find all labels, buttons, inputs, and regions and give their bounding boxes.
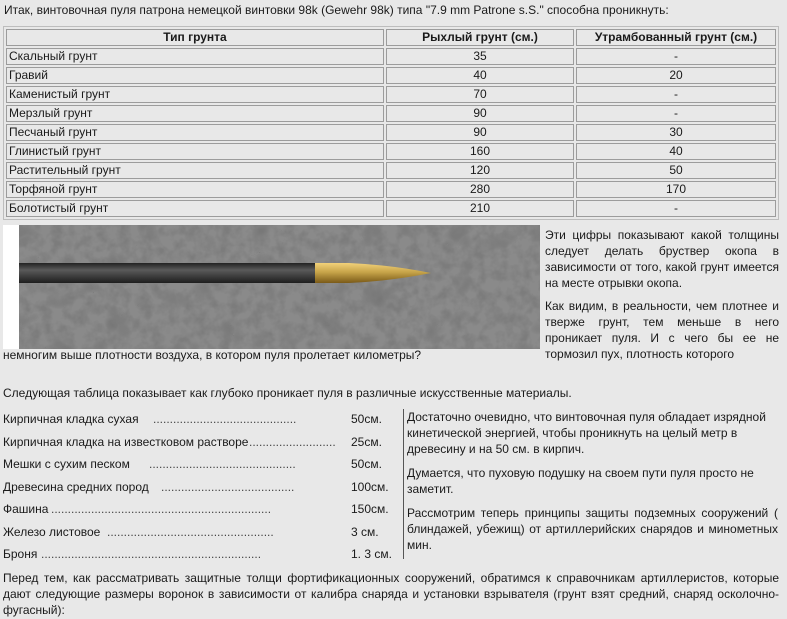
list-item bbox=[3, 499, 401, 522]
material-name: Древесина средних пород bbox=[3, 479, 149, 494]
packed-value: - bbox=[576, 200, 776, 217]
materials-side-text bbox=[407, 409, 778, 561]
packed-value: 50 bbox=[576, 162, 776, 179]
packed-value: - bbox=[576, 86, 776, 103]
packed-value: 40 bbox=[576, 143, 776, 160]
loose-value: 40 bbox=[386, 67, 574, 84]
list-item bbox=[3, 477, 401, 500]
list-item bbox=[3, 522, 401, 545]
table-row bbox=[6, 105, 776, 122]
vertical-divider bbox=[403, 409, 404, 559]
soil-cracks bbox=[19, 225, 540, 349]
header-soil-type: Тип грунта bbox=[6, 29, 384, 46]
intro-text: Итак, винтовочная пуля патрона немецкой винтовки 98k (Gewehr 98k) типа "7.9 mm Patrone s.S." способна проникнуть: bbox=[4, 3, 669, 17]
packed-value: 170 bbox=[576, 181, 776, 198]
material-name: Кирпичная кладка на известковом растворе bbox=[3, 434, 249, 449]
material-value: 50см. bbox=[351, 412, 382, 426]
packed-value: 20 bbox=[576, 67, 776, 84]
bullet-soil-illustration bbox=[19, 225, 540, 349]
material-value: 25см. bbox=[351, 434, 382, 449]
leader-dots: ............................................ bbox=[149, 457, 296, 471]
table-row bbox=[6, 162, 776, 179]
leader-dots: .................................................................. bbox=[51, 502, 272, 516]
loose-value: 70 bbox=[386, 86, 574, 103]
material-name: Мешки с сухим песком bbox=[3, 457, 130, 471]
soil-name: Мерзлый грунт bbox=[6, 105, 384, 122]
table-header-row bbox=[6, 29, 776, 46]
header-packed: Утрамбованный грунт (см.) bbox=[576, 29, 776, 46]
side-paragraph-2: Как видим, в реальности, чем плотнее и тверже грунт, тем меньше в него проникает пуля. И с чего бы ее не тормозил пух, плотность которого bbox=[545, 299, 779, 361]
table-row bbox=[6, 200, 776, 217]
loose-value: 90 bbox=[386, 105, 574, 122]
soil-name: Песчаный грунт bbox=[6, 124, 384, 141]
soil-name: Каменистый грунт bbox=[6, 86, 384, 103]
table-row bbox=[6, 86, 776, 103]
table-row bbox=[6, 124, 776, 141]
loose-value: 35 bbox=[386, 48, 574, 65]
list-item bbox=[3, 432, 401, 455]
list-item bbox=[3, 544, 401, 567]
material-value: 100см. bbox=[351, 479, 389, 494]
leader-dots: .......................... bbox=[249, 434, 336, 449]
table-row bbox=[6, 143, 776, 160]
loose-value: 120 bbox=[386, 162, 574, 179]
soil-name: Торфяной грунт bbox=[6, 181, 384, 198]
material-value: 150см. bbox=[351, 502, 389, 516]
loose-value: 160 bbox=[386, 143, 574, 160]
loose-value: 90 bbox=[386, 124, 574, 141]
table-row bbox=[6, 181, 776, 198]
soil-name: Растительный грунт bbox=[6, 162, 384, 179]
material-value: 1. 3 см. bbox=[351, 547, 392, 561]
list-item bbox=[3, 454, 401, 477]
loose-value: 280 bbox=[386, 181, 574, 198]
materials-side-paragraph-1: Достаточно очевидно, что винтовочная пуля обладает изрядной кинетической энергией, чтобы проникнуть на целый метр в древесину и на 50 см. в кирпич. bbox=[407, 410, 766, 456]
material-value: 3 см. bbox=[351, 524, 379, 539]
materials-list bbox=[3, 409, 401, 567]
bullet-in-soil-image bbox=[3, 225, 540, 349]
material-name: Фашина bbox=[3, 502, 49, 516]
soil-penetration-table bbox=[3, 26, 779, 220]
side-paragraph-1: Эти цифры показывают какой толщины следует делать бруствер окопа в зависимости от того, какой грунт имеется на месте отрывки окопа. bbox=[545, 228, 779, 290]
soil-name: Гравий bbox=[6, 67, 384, 84]
material-name: Кирпичная кладка сухая bbox=[3, 412, 139, 426]
bullet-trail bbox=[19, 263, 319, 283]
soil-name: Скальный грунт bbox=[6, 48, 384, 65]
packed-value: - bbox=[576, 48, 776, 65]
header-loose: Рыхлый грунт (см.) bbox=[386, 29, 574, 46]
packed-value: 30 bbox=[576, 124, 776, 141]
table-row bbox=[6, 67, 776, 84]
materials-side-paragraph-3: Рассмотрим теперь принципы защиты подземных сооружений ( блиндажей, убежищ) от артиллерийских снарядов и минометных мин. bbox=[407, 506, 778, 552]
leader-dots: ........................................ bbox=[161, 479, 295, 494]
packed-value: - bbox=[576, 105, 776, 122]
leader-dots: .................................................................. bbox=[41, 547, 262, 561]
bottom-paragraph: Перед тем, как рассматривать защитные толщи фортификационных сооружений, обратимся к справочникам артиллеристов, которые дают следующие размеры воронок в зависимости от калибра снаряда и установки взрывателя (грунт взят средний, снаряд осколочно-фугасный): bbox=[3, 571, 779, 617]
loose-value: 210 bbox=[386, 200, 574, 217]
soil-name: Глинистый грунт bbox=[6, 143, 384, 160]
leader-dots: .................................................. bbox=[107, 524, 274, 539]
leader-dots: ........................................... bbox=[153, 412, 297, 426]
soil-name: Болотистый грунт bbox=[6, 200, 384, 217]
side-text-block bbox=[545, 227, 779, 369]
material-name: Броня bbox=[3, 547, 38, 561]
material-name: Железо листовое bbox=[3, 524, 101, 539]
material-value: 50см. bbox=[351, 457, 382, 471]
continuation-text: немногим выше плотности воздуха, в котором пуля пролетает километры? bbox=[3, 348, 422, 362]
table-row bbox=[6, 48, 776, 65]
materials-intro: Следующая таблица показывает как глубоко проникает пуля в различные искусственные материалы. bbox=[3, 386, 572, 400]
list-item bbox=[3, 409, 401, 432]
materials-side-paragraph-2: Думается, что пуховую подушку на своем пути пуля просто не заметит. bbox=[407, 466, 754, 496]
